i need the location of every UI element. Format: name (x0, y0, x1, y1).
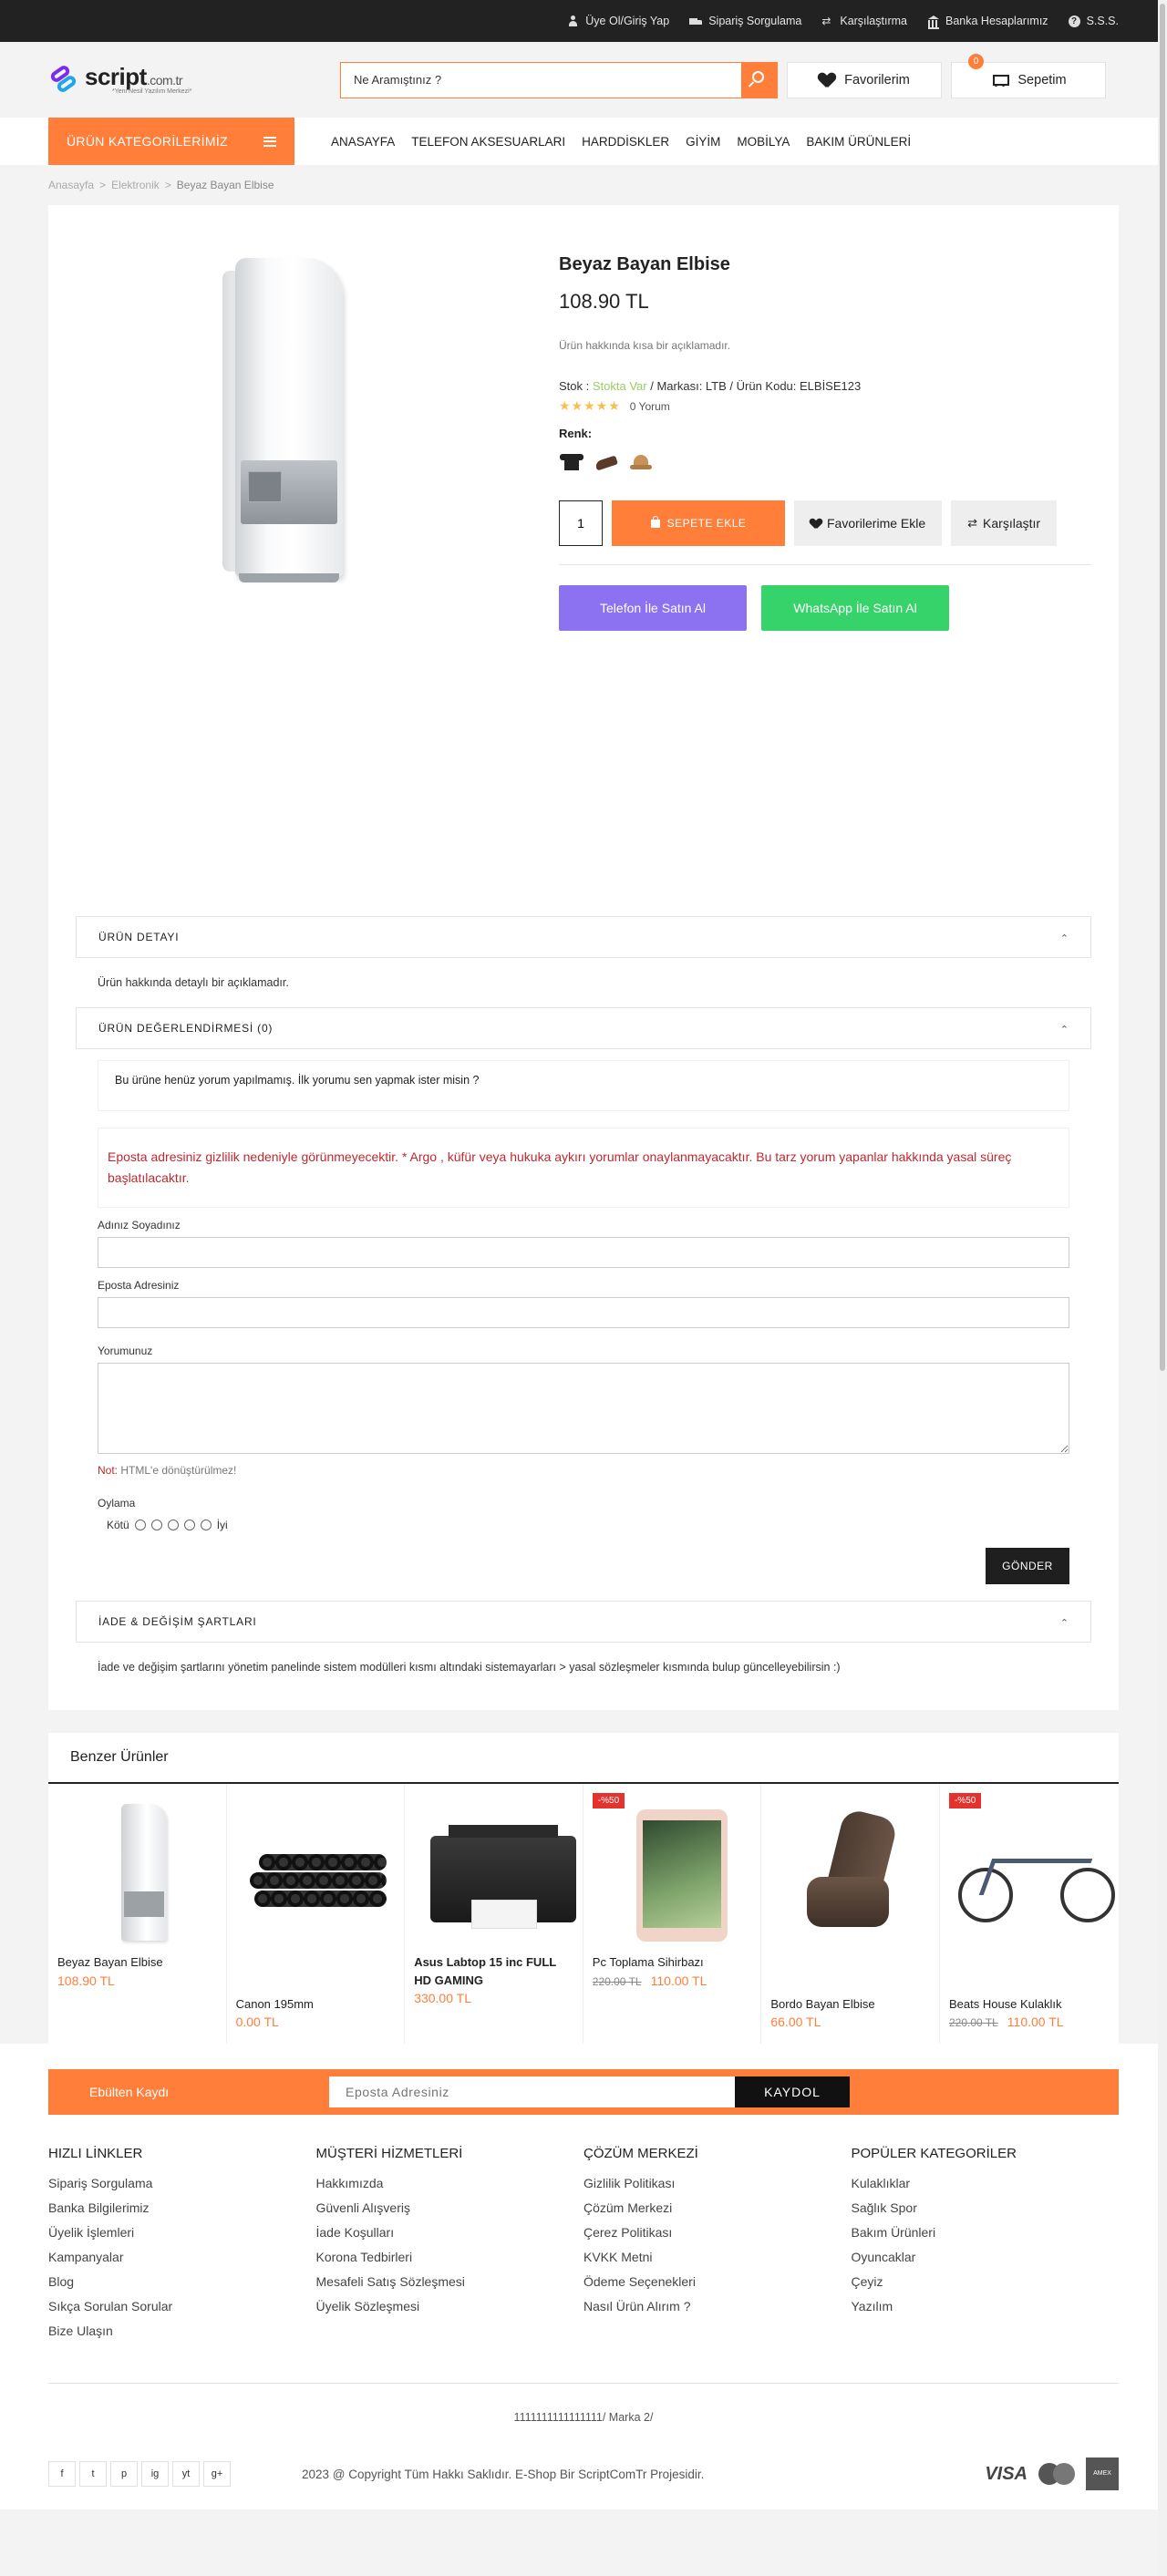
comment-field[interactable] (98, 1363, 1069, 1454)
product-thumbnail (57, 1795, 217, 1950)
shoe-swatch-icon[interactable] (594, 449, 619, 475)
product-thumbnail (593, 1795, 752, 1950)
buy-actions (559, 500, 1091, 565)
nav-phone-accessories[interactable]: TELEFON AKSESUARLARI (411, 134, 566, 149)
name-field[interactable] (98, 1237, 1069, 1268)
footer-link[interactable]: Gizlilik Politikası (584, 2176, 676, 2191)
footer-link[interactable]: Kulaklıklar (851, 2176, 911, 2191)
menu-icon (263, 137, 276, 147)
rating (559, 398, 1091, 414)
nav-harddisks[interactable]: HARDDİSKLER (582, 134, 670, 149)
copyright: 2023 @ Copyright Tüm Hakkı Saklıdır. E-Shop Bir ScriptComTr Projesidir. (302, 2467, 705, 2481)
buy-by-phone-button[interactable]: Telefon İle Satın Al (559, 585, 747, 631)
vote-radio-1[interactable] (135, 1520, 146, 1530)
stock-status: Stokta Var (592, 379, 647, 393)
footer-link[interactable]: Çerez Politikası (584, 2225, 673, 2241)
product-gallery (76, 205, 559, 916)
amex-icon: AMEX (1086, 2458, 1119, 2490)
footer-link[interactable]: Sipariş Sorgulama (48, 2176, 153, 2191)
product-thumbnail (236, 1795, 396, 1950)
email-field[interactable] (98, 1297, 1069, 1328)
search-input[interactable] (340, 62, 741, 98)
footer-link[interactable]: Güvenli Alışveriş (315, 2200, 410, 2216)
faq-link[interactable]: ? S.S.S. (1069, 15, 1119, 27)
facebook-icon[interactable]: f (48, 2461, 76, 2487)
nav-home[interactable]: ANASAYFA (331, 134, 396, 149)
discount-badge: -%50 (593, 1793, 625, 1808)
shuffle-icon: ⇄ (821, 14, 831, 27)
footer-link[interactable]: Sıkça Sorulan Sorular (48, 2299, 173, 2314)
add-to-cart-button[interactable]: SEPETE EKLE (612, 500, 785, 546)
review-count-link[interactable]: 0 Yorum (629, 399, 670, 413)
add-favorite-button[interactable]: Favorilerime Ekle (794, 500, 942, 546)
twitter-icon[interactable]: t (79, 2461, 107, 2487)
similar-products-title: Benzer Ürünler (48, 1733, 1119, 1784)
social-links (48, 2461, 231, 2487)
product-image[interactable] (235, 258, 343, 577)
tab-return-policy[interactable]: İADE & DEĞİŞİM ŞARTLARI ⌄ (76, 1601, 1091, 1643)
color-label: Renk: (559, 427, 593, 440)
review-warning: Eposta adresiniz gizlilik nedeniyle görünmeyecektir. * Argo , küfür veya hukuka aykırı yorumlar onaylanmayacaktır. Bu tarz yorum yapanlar hakkında yasal süreç başlatılacaktır. (98, 1128, 1069, 1208)
hat-swatch-icon[interactable] (628, 449, 654, 475)
youtube-icon[interactable]: yt (172, 2461, 200, 2487)
product-title: Beyaz Bayan Elbise (559, 254, 730, 274)
vote-rating: Kötü İyi (107, 1519, 228, 1532)
footer-link[interactable]: İade Koşulları (315, 2225, 395, 2241)
page-scrollbar[interactable] (1158, 0, 1167, 2576)
favorites-button[interactable]: Favorilerim (787, 62, 942, 98)
tab-product-reviews[interactable]: ÜRÜN DEĞERLENDİRMESİ (0) ⌄ (76, 1007, 1091, 1049)
compare-button[interactable]: ⇄ Karşılaştır (951, 500, 1057, 546)
similar-products (48, 1733, 1119, 2044)
product-panel (48, 205, 1119, 1710)
search-form (340, 62, 778, 98)
breadcrumb-home[interactable]: Anasayfa (48, 179, 95, 191)
tab-product-detail[interactable]: ÜRÜN DETAYI ⌄ (76, 916, 1091, 958)
product-card[interactable]: Asus Labtop 15 inc FULL HD GAMING 330.00 TL (405, 1784, 584, 2044)
footer-link[interactable]: KVKK Metni (584, 2250, 653, 2265)
payment-methods (985, 2458, 1119, 2490)
footer-link[interactable]: Blog (48, 2274, 75, 2290)
product-card[interactable]: Canon 195mm 0.00 TL (227, 1784, 406, 2044)
product-meta: Stok : Stokta Var / Markası: LTB / Ürün Kodu: ELBİSE123 (559, 379, 862, 393)
bank-icon (927, 15, 939, 27)
top-bar (0, 0, 1167, 42)
footer-link[interactable]: Çeyiz (851, 2274, 883, 2290)
footer-link[interactable]: Bakım Ürünleri (851, 2225, 936, 2241)
footer-link[interactable]: Ödeme Seçenekleri (584, 2274, 696, 2290)
color-swatches (559, 449, 1091, 475)
nav-furniture[interactable]: MOBİLYA (737, 134, 790, 149)
footer-link[interactable]: Üyelik Sözleşmesi (315, 2299, 420, 2314)
product-card[interactable]: Bordo Bayan Elbise 66.00 TL (761, 1784, 940, 2044)
send-review-button[interactable]: GÖNDER (986, 1548, 1069, 1584)
footer-link[interactable]: Bize Ulaşın (48, 2324, 113, 2339)
product-thumbnail (949, 1795, 1110, 1950)
google-plus-icon[interactable]: g+ (203, 2461, 231, 2487)
bag-icon (651, 520, 660, 528)
nav-clothing[interactable]: GİYİM (686, 134, 721, 149)
cart-icon (990, 73, 1008, 88)
footer-link[interactable]: Mesafeli Satış Sözleşmesi (315, 2274, 465, 2290)
return-policy-body: İade ve değişim şartlarını yönetim panelinde sistem modülleri kısmı altındaki sistemayarları > yasal sözleşmeler kısmında bulup güncelleyebilirsin :) (98, 1661, 841, 1674)
quantity-input[interactable] (559, 500, 603, 546)
question-icon: ? (1069, 15, 1080, 27)
product-card[interactable]: -%50 Beats House Kulaklık 220.00 TL 110.00 TL (940, 1784, 1119, 2044)
breadcrumb-current: Beyaz Bayan Elbise (176, 179, 274, 191)
newsletter-email-input[interactable] (329, 2076, 735, 2107)
no-review-message: Bu ürüne henüz yorum yapılmamış. İlk yorumu sen yapmak ister misin ? (98, 1060, 1069, 1111)
footer-link[interactable]: Çözüm Merkezi (584, 2200, 673, 2216)
footer (48, 2115, 1119, 2509)
compare-link[interactable]: ⇄ Karşılaştırma (821, 14, 907, 27)
mastercard-icon (1038, 2462, 1075, 2486)
chevron-up-icon: ⌄ (1059, 1615, 1069, 1627)
product-info (559, 205, 1091, 916)
cart-button[interactable]: 0 Sepetim (951, 62, 1106, 98)
heart-icon (811, 519, 821, 529)
nav-care-products[interactable]: BAKIM ÜRÜNLERİ (806, 134, 912, 149)
breadcrumb: Anasayfa > Elektronik > Beyaz Bayan Elbise (48, 179, 274, 191)
star-rating-icon: ★★★★★ (559, 398, 621, 413)
logo[interactable]: script.com.tr *Yeni Nesil Yazılım Merkezi* (48, 65, 340, 96)
footer-column-customer-service: MÜŞTERİ HİZMETLERİ Hakkımızda Güvenli Alışveriş İade Koşulları Korona Tedbirleri Mesafeli Satış Sözleşmesi Üyelik Sözleşmesi (316, 2146, 584, 2348)
footer-column-quick-links: HIZLI LİNKLER Sipariş Sorgulama Banka Bilgilerimiz Üyelik İşlemleri Kampanyalar Blog Sıkça Sorulan Sorular Bize Ulaşın (48, 2146, 316, 2348)
user-icon (567, 15, 579, 27)
product-detail-body: Ürün hakkında detaylı bir açıklamadır. (98, 976, 289, 989)
search-button[interactable] (741, 62, 778, 98)
footer-link[interactable]: Korona Tedbirleri (315, 2250, 413, 2265)
product-card[interactable]: Beyaz Bayan Elbise 108.90 TL (48, 1784, 227, 2044)
footer-link[interactable]: Sağlık Spor (851, 2200, 917, 2216)
vote-radio-4[interactable] (184, 1520, 195, 1530)
compare-icon: ⇄ (967, 516, 978, 530)
visa-icon: VISA (985, 2463, 1028, 2484)
tshirt-swatch-icon[interactable] (559, 449, 584, 475)
product-short-description: Ürün hakkında kısa bir açıklamadır. (559, 339, 731, 352)
footer-link[interactable]: Banka Bilgilerimiz (48, 2200, 150, 2216)
breadcrumb-category[interactable]: Elektronik (111, 179, 160, 191)
vote-radio-2[interactable] (151, 1520, 162, 1530)
categories-button[interactable]: ÜRÜN KATEGORİLERİMİZ (48, 118, 294, 165)
footer-link[interactable]: Üyelik İşlemleri (48, 2225, 135, 2241)
footer-column-popular-categories: POPÜLER KATEGORİLER Kulaklıklar Sağlık Spor Bakım Ürünleri Oyuncaklar Çeyiz Yazılım (852, 2146, 1120, 2348)
chevron-up-icon: ⌄ (1059, 931, 1069, 943)
footer-link[interactable]: Oyuncaklar (851, 2250, 916, 2265)
search-icon (752, 71, 764, 83)
product-thumbnail (414, 1795, 573, 1950)
footer-column-solution-center: ÇÖZÜM MERKEZİ Gizlilik Politikası Çözüm Merkezi Çerez Politikası KVKK Metni Ödeme Seçenekleri Nasıl Ürün Alırım ? (584, 2146, 852, 2348)
heart-icon (819, 73, 835, 88)
logo-icon (48, 65, 79, 96)
header (0, 42, 1167, 118)
product-price: 108.90 TL (559, 290, 649, 313)
chevron-up-icon: ⌄ (1059, 1022, 1069, 1034)
footer-link[interactable]: Nasıl Ürün Alırım ? (584, 2299, 691, 2314)
instagram-icon[interactable]: ig (141, 2461, 169, 2487)
brand-line: 1111111111111111/ Marka 2/ (513, 2411, 654, 2425)
login-register-link[interactable]: Üye Ol/Giriş Yap (567, 15, 669, 27)
product-card[interactable]: -%50 Pc Toplama Sihirbazı 220.00 TL 110.00 TL (584, 1784, 762, 2044)
newsletter (48, 2069, 1119, 2115)
footer-link[interactable]: Hakkımızda (315, 2176, 384, 2191)
footer-link[interactable]: Kampanyalar (48, 2250, 124, 2265)
newsletter-title: Ebülten Kaydı (89, 2085, 170, 2100)
order-tracking-link[interactable]: Sipariş Sorgulama (689, 15, 801, 27)
main-nav (0, 118, 1167, 165)
truck-icon (689, 15, 702, 27)
bank-accounts-link[interactable]: Banka Hesaplarımız (927, 15, 1048, 27)
footer-link[interactable]: Yazılım (851, 2299, 893, 2314)
discount-badge: -%50 (949, 1793, 981, 1808)
review-form: Adınız Soyadınız Eposta Adresiniz Yorumunuz Not: HTML'e dönüştürülmez! Oylama Kötü İyi GÖNDER (76, 1219, 1091, 1584)
html-note: Not: HTML'e dönüştürülmez! (98, 1464, 237, 1478)
product-thumbnail (770, 1795, 930, 1950)
buy-by-whatsapp-button[interactable]: WhatsApp İle Satın Al (761, 585, 949, 631)
vote-radio-5[interactable] (201, 1520, 212, 1530)
subscribe-button[interactable]: KAYDOL (735, 2076, 850, 2107)
cart-count-badge: 0 (968, 54, 984, 69)
vote-label: Oylama (98, 1497, 136, 1510)
vote-radio-3[interactable] (168, 1520, 179, 1530)
pinterest-icon[interactable]: p (110, 2461, 138, 2487)
